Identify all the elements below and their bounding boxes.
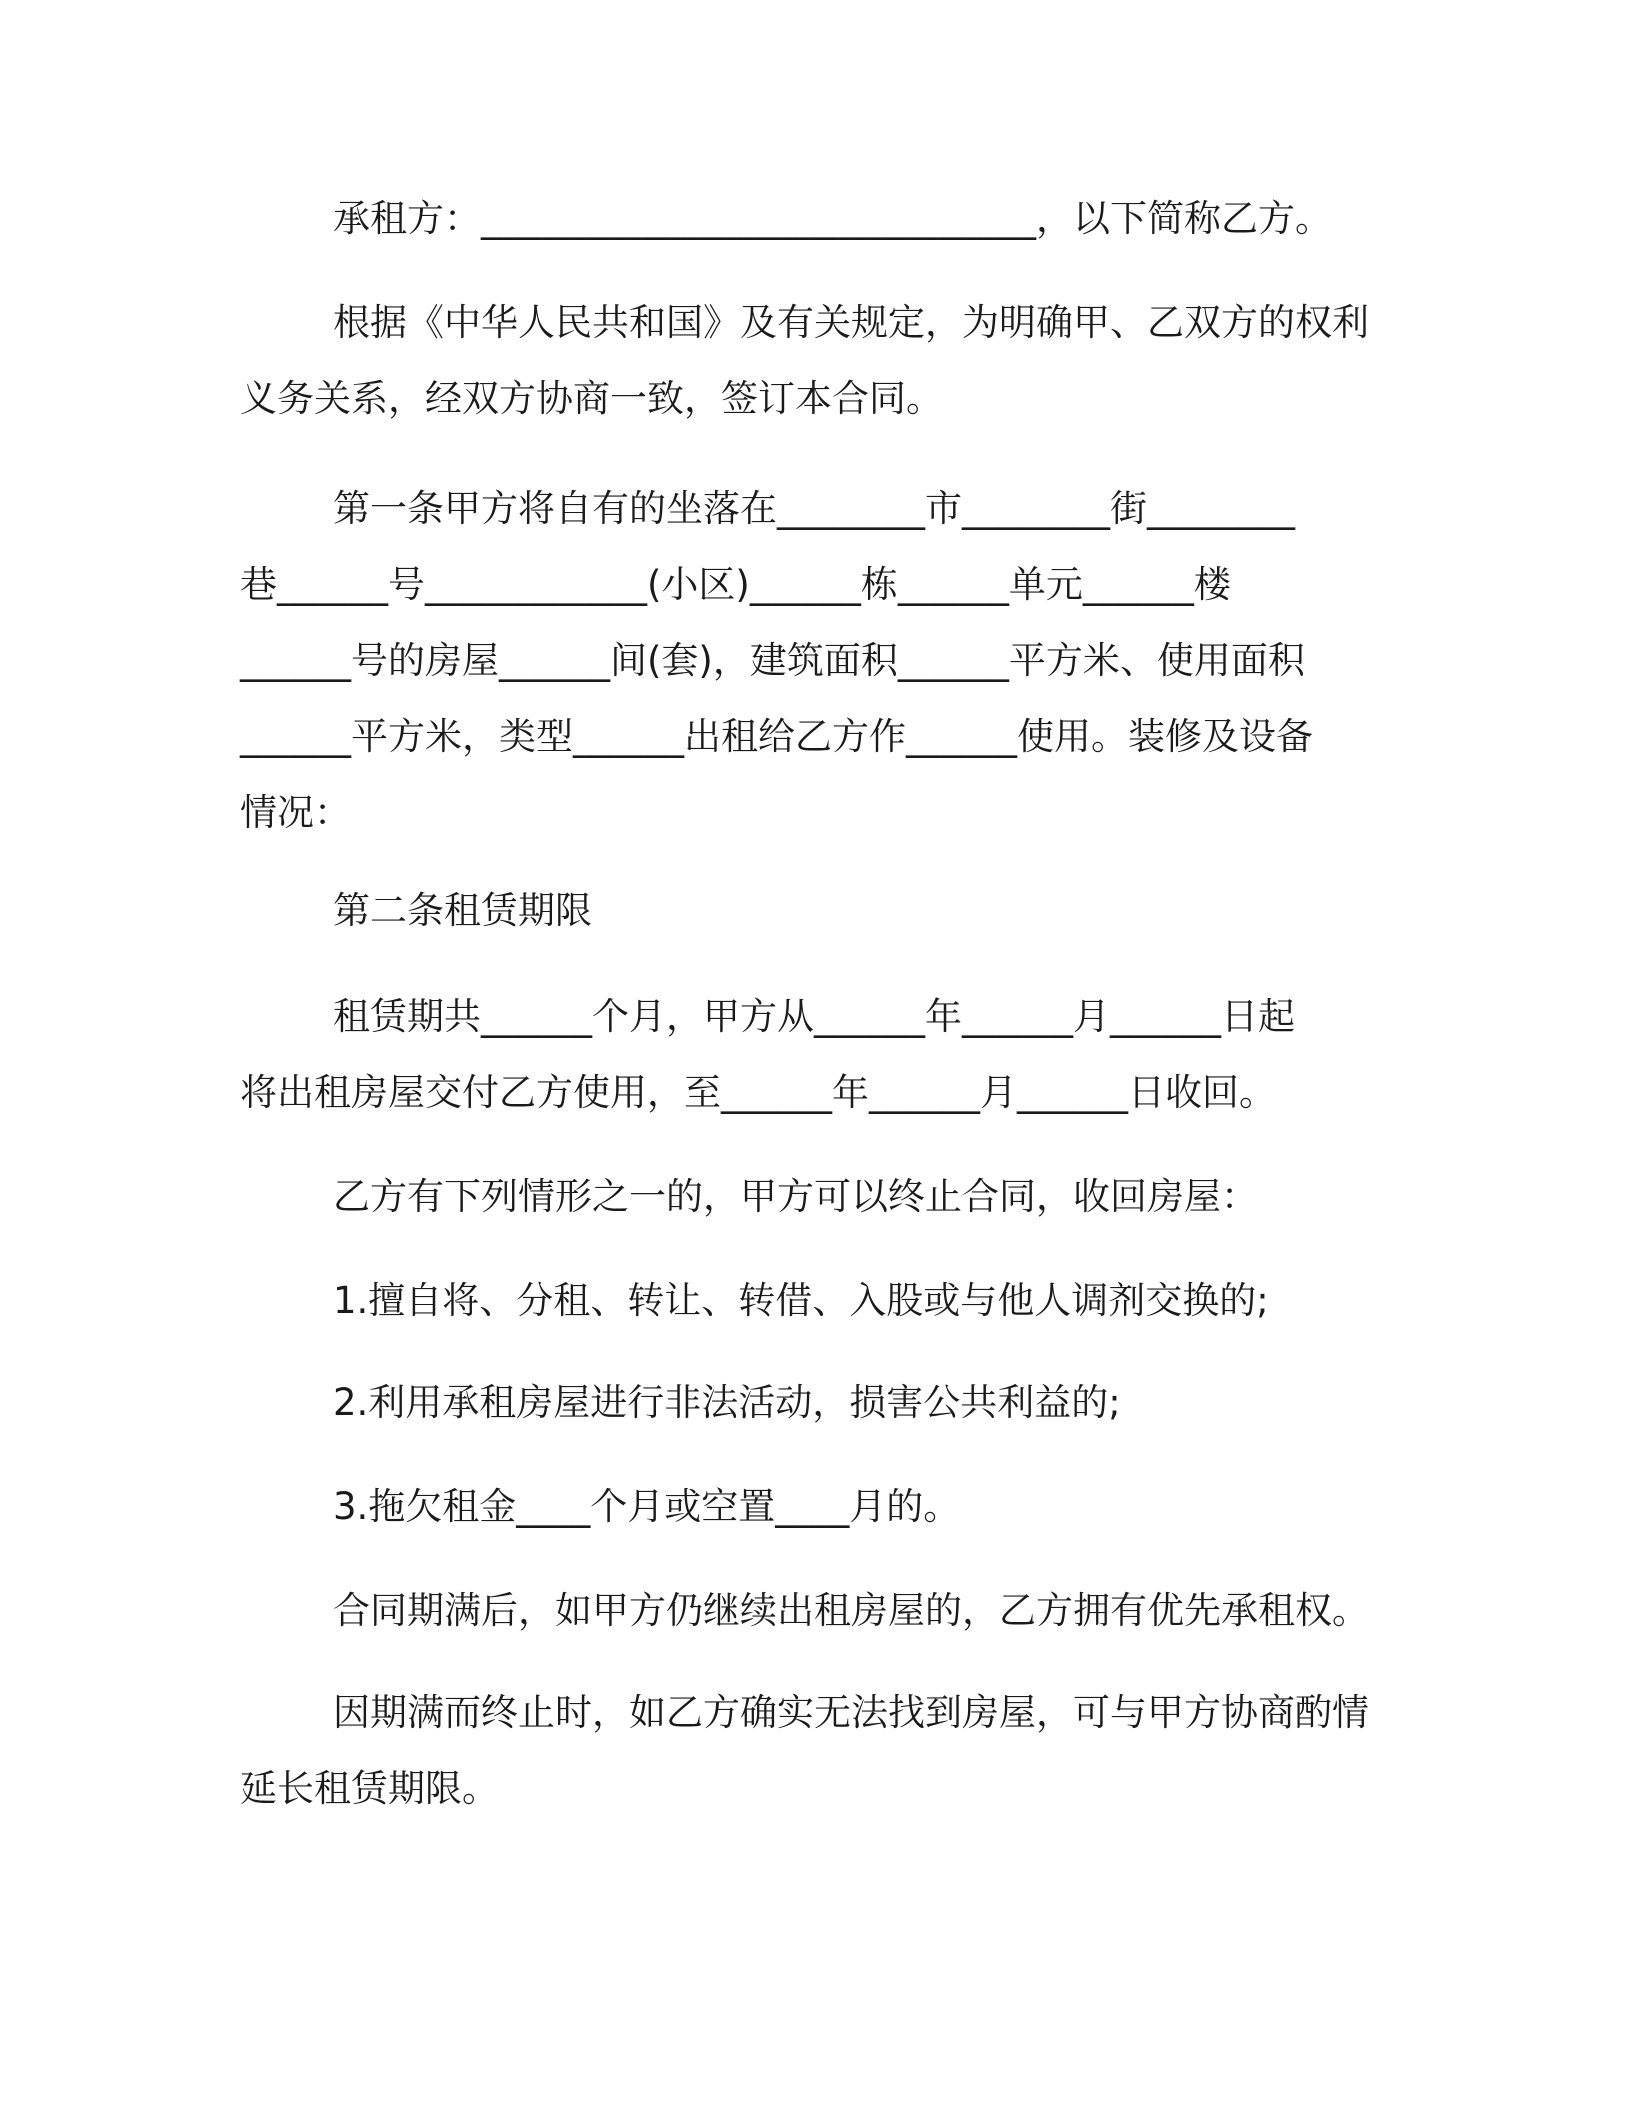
extension-line-2: 延长租赁期限。	[240, 1767, 499, 1810]
article-1-line-4: ______平方米，类型______出租给乙方作______使用。装修及设备	[240, 715, 1313, 758]
article-1-line-2: 巷______号____________(小区)______栋______单元______楼	[240, 563, 1231, 606]
article-2-heading: 第二条租赁期限	[333, 889, 592, 932]
article-1-line-1: 第一条甲方将自有的坐落在________市________街________	[333, 487, 1295, 530]
extension-line-1: 因期满而终止时，如乙方确实无法找到房屋，可与甲方协商酌情	[333, 1691, 1369, 1734]
article-1-line-5: 情况：	[240, 791, 351, 834]
preamble-line-2: 义务关系，经双方协商一致，签订本合同。	[240, 377, 943, 420]
renewal-priority: 合同期满后，如甲方仍继续出租房屋的，乙方拥有优先承租权。	[333, 1589, 1369, 1632]
lease-term-line-2: 将出租房屋交付乙方使用，至______年______月______日收回。	[240, 1071, 1276, 1114]
article-1-line-3: ______号的房屋______间(套)，建筑面积______平方米、使用面积	[240, 639, 1305, 682]
termination-item-3: 3.拖欠租金____个月或空置____月的。	[333, 1485, 961, 1528]
termination-item-1: 1.擅自将、分租、转让、转借、入股或与他人调剂交换的;	[333, 1279, 1269, 1322]
termination-item-2: 2.利用承租房屋进行非法活动，损害公共利益的;	[333, 1381, 1121, 1424]
lease-term-line-1: 租赁期共______个月，甲方从______年______月______日起	[333, 995, 1295, 1038]
lessee-line: 承租方：______________________________，以下简称乙方。	[333, 197, 1332, 240]
termination-intro: 乙方有下列情形之一的，甲方可以终止合同，收回房屋：	[333, 1175, 1258, 1218]
preamble-line-1: 根据《中华人民共和国》及有关规定，为明确甲、乙双方的权利	[333, 301, 1369, 344]
